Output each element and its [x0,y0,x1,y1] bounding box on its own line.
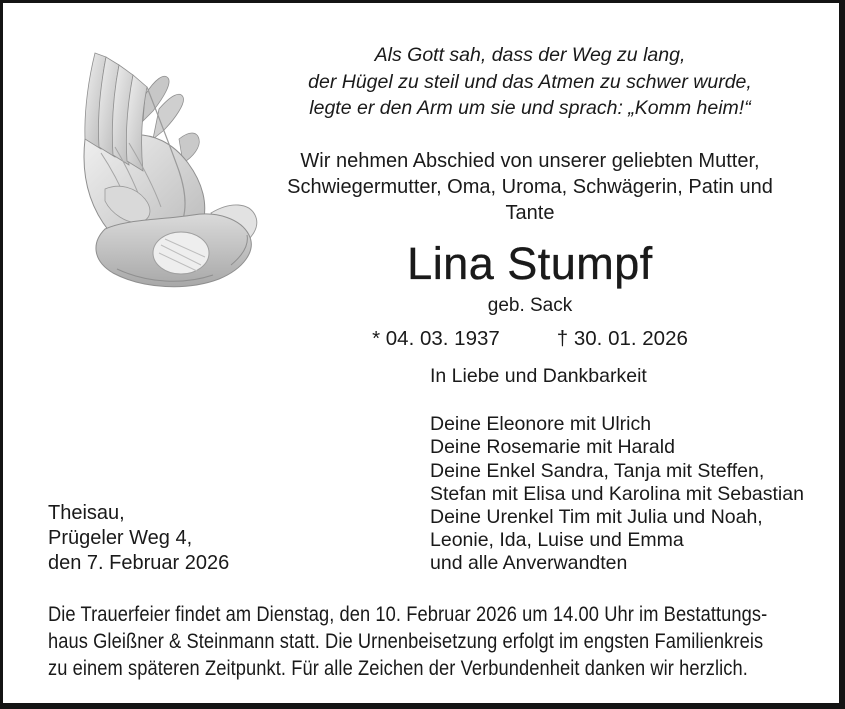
mourning-heading: In Liebe und Dankbarkeit [430,365,647,387]
quote-line: der Hügel zu steil und das Atmen zu schwer wurde, [308,70,752,93]
funeral-info-text [48,601,807,682]
death-date: † 30. 01. 2026 [556,326,688,350]
funeral-line: haus Gleißner & Steinmann statt. Die Urnenbeisetzung erfolgt im engsten Familienkreis [48,630,764,653]
place-line: Prügeler Weg 4, [48,527,193,549]
intro-line: Wir nehmen Abschied von unserer geliebten Mutter, [300,149,760,172]
mourner-line: und alle Anverwandten [430,552,628,575]
mourner-line: Deine Eleonore mit Ulrich [430,413,652,436]
place-line: den 7. Februar 2026 [48,552,230,574]
mourner-line: Leonie, Ida, Luise und Emma [430,529,684,552]
birth-date: * 04. 03. 1937 [372,326,500,350]
farewell-intro [270,148,790,226]
mourner-line: Deine Enkel Sandra, Tanja mit Steffen, [430,459,765,482]
mourners-block [430,365,804,576]
mourner-line: Stefan mit Elisa und Karolina mit Sebastian [430,482,804,505]
maiden-name: geb. Sack [487,294,573,316]
mourner-line: Deine Urenkel Tim mit Julia und Noah, [430,506,763,529]
notice-main-column [270,3,790,351]
mourner-line: Deine Rosemarie mit Harald [430,436,675,459]
praying-hands-icon [61,43,266,298]
intro-line: Schwiegermutter, Oma, Uroma, Schwägerin, Patin und Tante [287,175,773,224]
praying-hands-image [61,43,266,298]
funeral-line: Die Trauerfeier findet am Dienstag, den 10. Februar 2026 um 14.00 Uhr im Bestattungs- [48,603,768,626]
deceased-name: Lina Stumpf [407,237,653,289]
place-line: Theisau, [48,502,125,524]
quote-line: Als Gott sah, dass der Weg zu lang, [374,44,686,66]
quote-line: legte er den Arm um sie und sprach: „Komm heim!“ [309,97,751,119]
funeral-line: zu einem späteren Zeitpunkt. Für alle Zeichen der Verbundenheit danken wir herzlich. [48,657,748,680]
funeral-info-block [48,601,845,682]
life-dates [270,326,790,351]
memorial-quote [270,42,790,122]
mourners-list [430,413,804,575]
place-date-block [48,501,229,576]
